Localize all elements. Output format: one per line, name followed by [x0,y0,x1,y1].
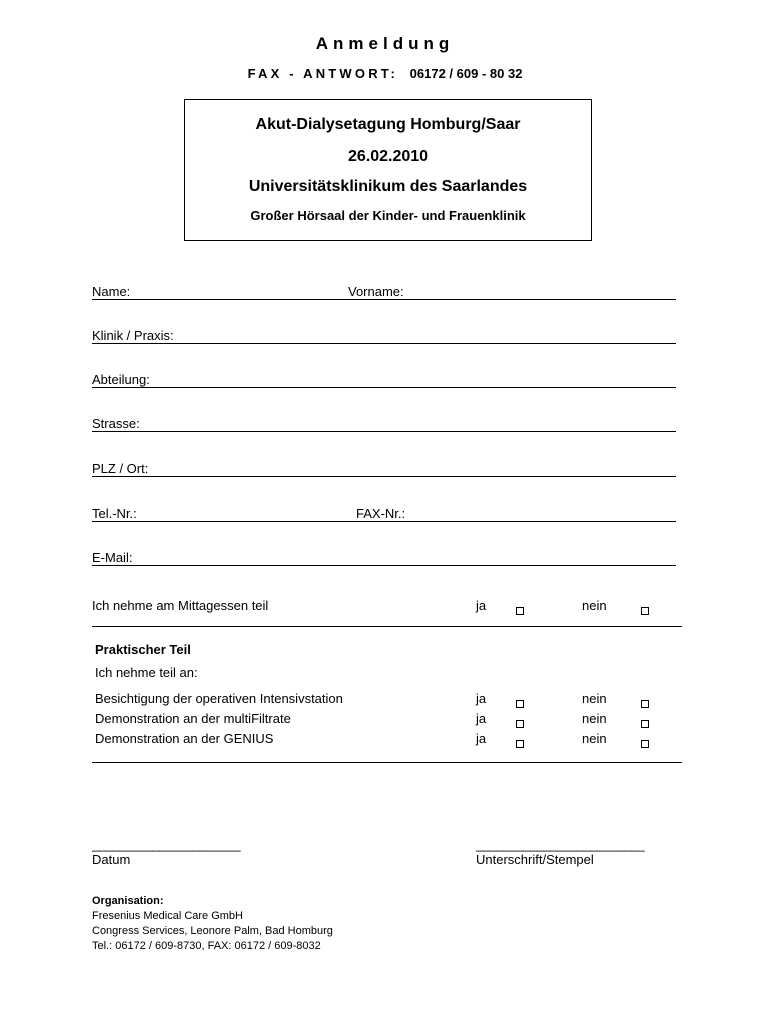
klinik-field-label: Klinik / Praxis: [92,328,174,343]
name-row [92,285,676,300]
practical-item-yes-checkbox[interactable] [516,695,524,713]
practical-item-label: Demonstration an der GENIUS [95,731,274,746]
practical-item-no-label: nein [582,711,607,726]
abteilung-field[interactable] [92,373,676,388]
signature-line[interactable]: _________________________ [476,837,645,852]
tel-field-label: Tel.-Nr.: [92,506,137,521]
strasse-field[interactable] [92,417,676,432]
lunch-label: Ich nehme am Mittagessen teil [92,598,269,613]
practical-item-yes-label: ja [476,691,487,706]
tel-fax-row [92,507,676,522]
event-venue: Universitätsklinikum des Saarlandes [248,178,528,195]
practical-item-label: Besichtigung der operativen Intensivstation [95,691,343,706]
lunch-yes-label: ja [476,598,487,613]
lunch-yes-checkbox[interactable] [516,602,524,620]
divider [92,762,682,763]
practical-item-yes-checkbox[interactable] [516,735,524,753]
organisation-line: Fresenius Medical Care GmbH [92,910,243,922]
fax-reply-line [0,66,770,81]
practical-item-no-checkbox[interactable] [641,695,649,713]
organisation-heading: Organisation: [92,895,164,907]
practical-item-yes-label: ja [476,731,487,746]
practical-item-yes-checkbox[interactable] [516,715,524,733]
plz-ort-field[interactable] [92,462,676,477]
practical-item-no-checkbox[interactable] [641,715,649,733]
practical-item-no-label: nein [582,691,607,706]
practical-item-yes-label: ja [476,711,487,726]
email-field[interactable] [92,551,676,566]
event-room: Großer Hörsaal der Kinder- und Frauenklinik [250,208,526,223]
practical-item-label: Demonstration an der multiFiltrate [95,711,291,726]
event-info-box [184,99,592,241]
practical-item-no-label: nein [582,731,607,746]
fax-field-label: FAX-Nr.: [356,506,406,521]
klinik-field[interactable] [92,329,676,344]
date-label: Datum [92,852,131,867]
date-line[interactable]: ______________________ [92,837,241,852]
practical-heading: Praktischer Teil [95,642,191,657]
email-field-label: E-Mail: [92,550,133,565]
event-date: 26.02.2010 [347,148,429,165]
lunch-no-checkbox[interactable] [641,602,649,620]
lunch-no-label: nein [582,598,607,613]
page-title: Anmeldung [315,34,455,53]
plz-ort-field-label: PLZ / Ort: [92,461,149,476]
fax-label: FAX - ANTWORT: [247,66,399,81]
practical-item-no-checkbox[interactable] [641,735,649,753]
abteilung-field-label: Abteilung: [92,372,150,387]
vorname-field-label: Vorname: [348,284,404,299]
event-name: Akut-Dialysetagung Homburg/Saar [255,116,521,133]
signature-label: Unterschrift/Stempel [476,852,594,867]
organisation-line: Congress Services, Leonore Palm, Bad Homburg [92,925,333,937]
organisation-line: Tel.: 06172 / 609-8730, FAX: 06172 / 609-8032 [92,940,321,952]
practical-intro: Ich nehme teil an: [95,665,198,680]
name-field-label: Name: [92,284,131,299]
fax-number: 06172 / 609 - 80 32 [409,66,523,81]
divider [92,626,682,627]
strasse-field-label: Strasse: [92,416,140,431]
